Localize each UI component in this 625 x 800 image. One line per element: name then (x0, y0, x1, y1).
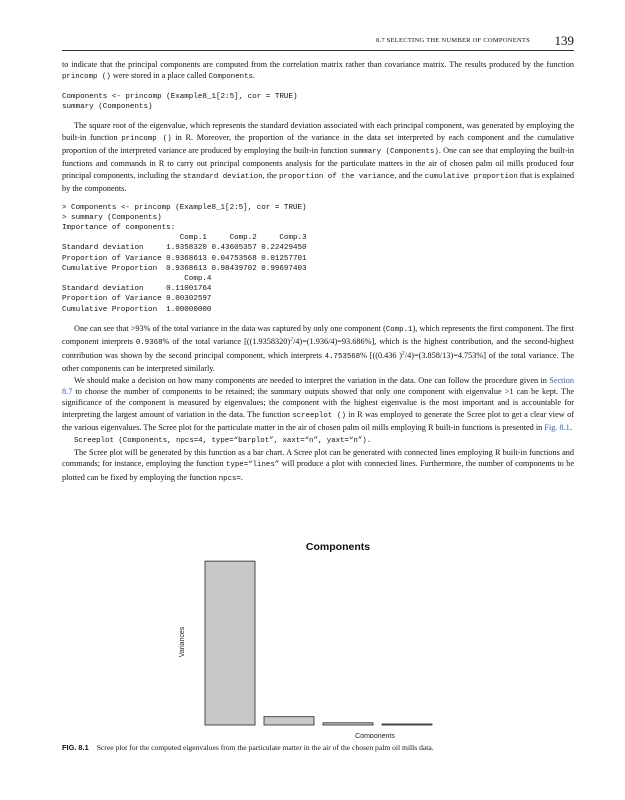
scree-plot-figure (110, 538, 530, 738)
code-block-2: > Components <- princomp (Example8_1[2:5], cor = TRUE) > summary (Components) Importance of components: Comp.1 Comp.2 Comp.3 Standard deviation 1.9358320 0.43605357 0.22429450 Proportion of Variance 0.9368613 0.04753568 0.01257701 Cumulative Proportion 0.9368613 0.98439702 0.99697403 Comp.4 Standard deviation 0.11001764 Proportion of Variance 0.00302597 Cumulative Proportion 1.00000000 (62, 203, 307, 314)
bar-comp-2 (264, 717, 314, 725)
caption-text: Scree plot for the computed eigenvalues from the particulate matter in the air of the chosen palm oil mills data. (96, 743, 434, 752)
bar-comp-4 (382, 724, 432, 725)
body-text (62, 59, 574, 485)
scree-plot (110, 538, 530, 738)
x-axis-label: Components (355, 733, 395, 738)
caption-label: FIG. 8.1 (62, 743, 89, 752)
section-title: 8.7 SELECTING THE NUMBER OF COMPONENTS (375, 37, 530, 44)
section-link[interactable]: Section 8.7 (62, 375, 574, 396)
bar-comp-1 (205, 561, 255, 725)
paragraph-4: We should make a decision on how many components are needed to interpret the variation in the data. One can follow the procedure given in Section 8.7 to choose the number of components to be retained; the summary outputs showed that only one component with eigenvalue >1 can be kept. The significance of the component is measured by eigenvalues; the component with the highest eigenvalue is the most important and is accountable for interpreting the largest amount of variation in the data. The function screeplot () in R was employed to generate the Scree plot to get a clear view of the various eigenvalues. The Scree plot for the particulate matter in the air of chosen palm oil mills employing R built-in functions is presented in Fig. 8.1. (62, 375, 574, 433)
code-block-1: Components <- princomp (Example8_1[2:5], cor = TRUE) summary (Components) (62, 92, 298, 112)
chart-title: Components (305, 541, 371, 553)
paragraph-3: One can see that >93% of the total variance in the data was captured by only one component (Comp.1), which represents the first component. The first component interprets 0.9368% of the total variance $[((1.9358320)^2/4)=(1.936/4)=93.686\%]$, which is the highest contribution, and the second-highest contribution was shown by the second principal component, which interprets 4.753568% [((0.436 )$^2$/4)=(3.858/13)=4.753%] of the total variance. The other components can be interpreted similarly. (62, 323, 574, 374)
code-line: Screeplot (Components, npcs=4, type=“barplot”, xaxt=“n”, yaxt=“n”). (74, 436, 372, 445)
running-header (62, 34, 574, 51)
paragraph-5: The Scree plot will be generated by this function as a bar chart. A Scree plot can be generated with connected lines employing R built-in functions and commands; for instance, employing the function type=“lines” will produce a plot with connected lines. Furthermore, the number of components to be plotted can be fixed by employing the function npcs=. (62, 447, 574, 483)
y-axis-label: Variances (179, 626, 186, 658)
page-number: 139 (554, 33, 574, 48)
bar-comp-3 (323, 723, 373, 725)
figure-link[interactable]: Fig. 8.1 (544, 423, 570, 433)
paragraph-1: to indicate that the principal components are computed from the correlation matrix rather than covariance matrix. The results produced by the function princomp () were stored in a place called Components. (62, 60, 574, 82)
figure-caption (62, 743, 574, 752)
paragraph-2: The square root of the eigenvalue, which represents the standard deviation associated with each principal component, was generated by employing the built-in function princomp () in R. Moreover, the proportion of the variance in the data set interpreted by each component and the cumulative proportion of the interpreted variance are produced by employing the built-in function summary (Components). One can see that employing the built-in functions and commands in R to carry out principal components analysis for the particulate matters in the air of chosen palm oil mills produced four principal components, including the standard deviation, the proportion of the variance, and the cumulative proportion that is explained by the components. (62, 121, 574, 194)
